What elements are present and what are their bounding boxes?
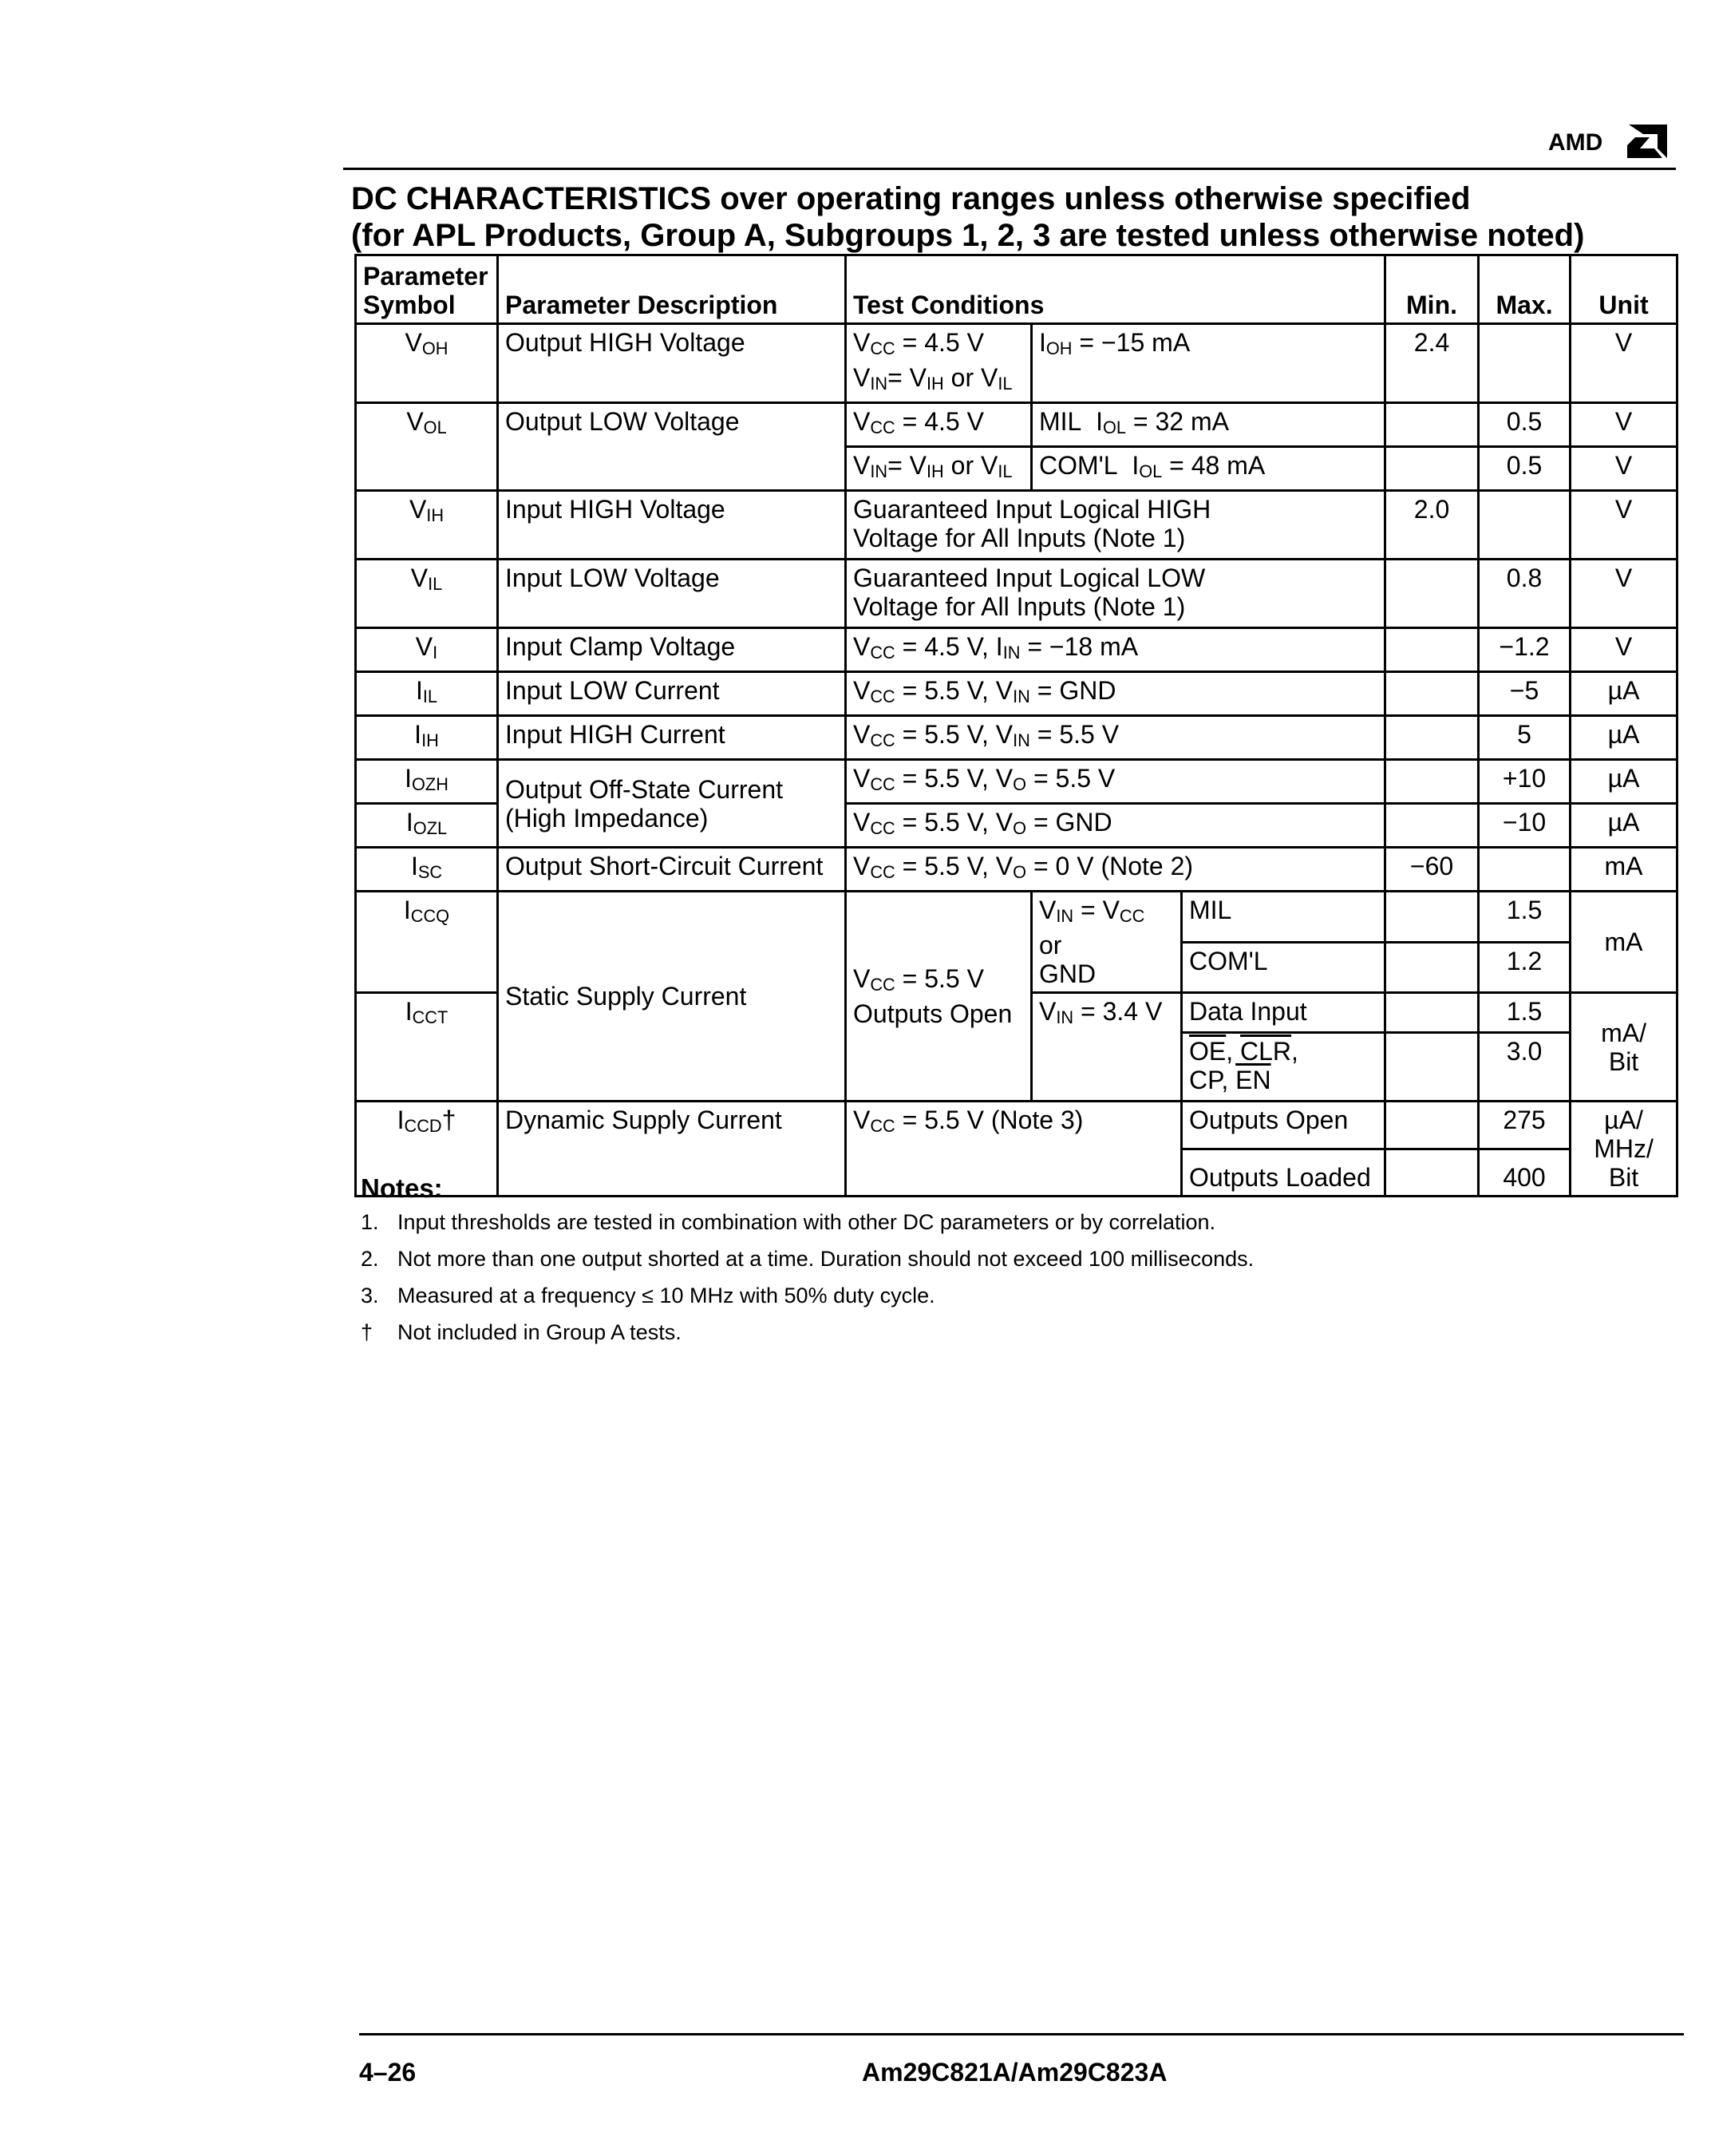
part-number: Am29C821A/Am29C823A	[862, 2058, 1168, 2087]
condition-cell: Guaranteed Input Logical HIGH Voltage for All Inputs (Note 1)	[846, 491, 1385, 560]
condition-cell: $V_{IN} = 3.4$ V	[1032, 993, 1182, 1102]
symbol-cell: $V_{OH}$	[356, 324, 498, 403]
symbol-cell: $V_{IH}$	[356, 491, 498, 560]
note-item: 3. Measured at a frequency ≤ 10 MHz with 50% duty cycle.	[361, 1284, 935, 1307]
top-rule	[343, 168, 1676, 170]
description-cell: Output HIGH Voltage	[498, 324, 846, 403]
dc-characteristics-table	[354, 254, 1678, 1197]
footer-rule	[359, 2033, 1684, 2035]
header-unit: Unit	[1571, 255, 1677, 324]
min-cell	[1385, 760, 1479, 804]
max-cell	[1479, 324, 1571, 403]
symbol-cell: $I_{IH}$	[356, 716, 498, 760]
condition-cell: $V_{IN}= V_{IH}$ or $V_{IL}$	[846, 447, 1032, 491]
amd-logo-icon	[1624, 121, 1672, 161]
unit-cell: mA	[1571, 848, 1677, 892]
description-cell: Output Off-State Current (High Impedance)	[498, 760, 846, 848]
unit-cell: V	[1571, 403, 1677, 447]
min-cell	[1385, 628, 1479, 672]
max-cell: −5	[1479, 672, 1571, 716]
symbol-cell: $I_{CCT}$	[356, 993, 498, 1102]
brand-header	[1516, 121, 1676, 161]
header-max: Max.	[1479, 255, 1571, 324]
symbol-cell: $V_I$	[356, 628, 498, 672]
min-cell	[1385, 942, 1479, 993]
table-row	[356, 628, 1677, 672]
table-row	[356, 848, 1677, 892]
description-cell: Dynamic Supply Current	[498, 1102, 846, 1197]
description-cell: Output Short-Circuit Current	[498, 848, 846, 892]
min-cell: 2.4	[1385, 324, 1479, 403]
description-cell: Input LOW Current	[498, 672, 846, 716]
unit-cell: µA	[1571, 672, 1677, 716]
max-cell	[1479, 848, 1571, 892]
table-row	[356, 491, 1677, 560]
brand-name: AMD	[1548, 129, 1603, 156]
symbol-cell: $I_{CCD}\dagger$	[356, 1102, 498, 1197]
page-title	[351, 180, 1676, 254]
condition-cell: $V_{CC} = 5.5$ V, $V_{IN} = 5.5$ V	[846, 716, 1385, 760]
unit-cell: V	[1571, 447, 1677, 491]
condition-cell: $V_{CC} = 5.5$ V Outputs Open	[846, 892, 1032, 1102]
table-row	[356, 403, 1677, 447]
max-cell: −1.2	[1479, 628, 1571, 672]
max-cell: 1.5	[1479, 892, 1571, 943]
description-cell: Input HIGH Current	[498, 716, 846, 760]
description-cell: Output LOW Voltage	[498, 403, 846, 491]
min-cell	[1385, 716, 1479, 760]
min-cell	[1385, 892, 1479, 943]
condition-cell: COM'L	[1182, 942, 1385, 993]
table-header-row	[356, 255, 1677, 324]
table-row	[356, 560, 1677, 628]
condition-cell: MIL	[1182, 892, 1385, 943]
description-cell: Input LOW Voltage	[498, 560, 846, 628]
max-cell: 275	[1479, 1102, 1571, 1149]
description-cell: Input HIGH Voltage	[498, 491, 846, 560]
min-cell	[1385, 1102, 1479, 1149]
condition-cell: COM'L $I_{OL} = 48$ mA	[1032, 447, 1385, 491]
min-cell	[1385, 447, 1479, 491]
table-row	[356, 892, 1677, 943]
note-item: † Not included in Group A tests.	[361, 1320, 682, 1344]
min-cell	[1385, 672, 1479, 716]
notes-heading: Notes:	[361, 1173, 443, 1203]
title-line-2: (for APL Products, Group A, Subgroups 1, 2, 3 are tested unless otherwise noted)	[351, 218, 1585, 253]
max-cell: 0.8	[1479, 560, 1571, 628]
unit-cell: V	[1571, 628, 1677, 672]
table-row	[356, 716, 1677, 760]
condition-cell: MIL $I_{OL} = 32$ mA	[1032, 403, 1385, 447]
table-row	[356, 760, 1677, 804]
note-item: 1. Input thresholds are tested in combination with other DC parameters or by correlation.	[361, 1210, 1216, 1234]
max-cell: −10	[1479, 804, 1571, 848]
title-line-1: DC CHARACTERISTICS over operating ranges unless otherwise specified	[351, 181, 1471, 216]
condition-cell: $V_{CC} = 4.5$ V, $I_{IN} = -18$ mA	[846, 628, 1385, 672]
condition-cell: $V_{CC} = 5.5$ V, $V_{IN}$ = GND	[846, 672, 1385, 716]
condition-cell: Outputs Loaded	[1182, 1149, 1385, 1197]
symbol-cell: $I_{SC}$	[356, 848, 498, 892]
description-cell: Static Supply Current	[498, 892, 846, 1102]
condition-cell: $V_{CC} = 5.5$ V, $V_O$ = GND	[846, 804, 1385, 848]
max-cell: 1.2	[1479, 942, 1571, 993]
unit-cell: mA/ Bit	[1571, 993, 1677, 1102]
header-min: Min.	[1385, 255, 1479, 324]
condition-cell: $V_{CC} = 5.5$ V (Note 3)	[846, 1102, 1182, 1197]
table-row	[356, 324, 1677, 403]
symbol-cell: $I_{IL}$	[356, 672, 498, 716]
symbol-cell: $V_{IL}$	[356, 560, 498, 628]
max-cell: 3.0	[1479, 1033, 1571, 1102]
min-cell: 2.0	[1385, 491, 1479, 560]
unit-cell: V	[1571, 560, 1677, 628]
max-cell: 400	[1479, 1149, 1571, 1197]
unit-cell: µA	[1571, 716, 1677, 760]
unit-cell: mA	[1571, 892, 1677, 993]
min-cell	[1385, 1149, 1479, 1197]
min-cell	[1385, 993, 1479, 1033]
max-cell	[1479, 491, 1571, 560]
condition-cell: $\overline{OE}$, $\overline{CLR}$, CP, $\overline{EN}$	[1182, 1033, 1385, 1102]
max-cell: 0.5	[1479, 447, 1571, 491]
max-cell: +10	[1479, 760, 1571, 804]
min-cell	[1385, 403, 1479, 447]
page-number: 4–26	[359, 2058, 417, 2087]
max-cell: 5	[1479, 716, 1571, 760]
condition-cell: $V_{CC} = 4.5$ V	[846, 403, 1032, 447]
condition-cell: Outputs Open	[1182, 1102, 1385, 1149]
symbol-cell: $V_{OL}$	[356, 403, 498, 491]
max-cell: 0.5	[1479, 403, 1571, 447]
min-cell	[1385, 1033, 1479, 1102]
unit-cell: V	[1571, 491, 1677, 560]
header-conditions: Test Conditions	[846, 255, 1385, 324]
symbol-cell: $I_{OZH}$	[356, 760, 498, 804]
description-cell: Input Clamp Voltage	[498, 628, 846, 672]
max-cell: 1.5	[1479, 993, 1571, 1033]
condition-cell: Data Input	[1182, 993, 1385, 1033]
header-symbol: Parameter Symbol	[356, 255, 498, 324]
min-cell: −60	[1385, 848, 1479, 892]
condition-cell: Guaranteed Input Logical LOW Voltage for All Inputs (Note 1)	[846, 560, 1385, 628]
unit-cell: V	[1571, 324, 1677, 403]
table-row	[356, 672, 1677, 716]
unit-cell: µA	[1571, 804, 1677, 848]
condition-cell: $V_{CC} = 4.5$ V $V_{IN}= V_{IH}$ or $V_{IL}$	[846, 324, 1032, 403]
header-description: Parameter Description	[498, 255, 846, 324]
unit-cell: µA	[1571, 760, 1677, 804]
symbol-cell: $I_{OZL}$	[356, 804, 498, 848]
min-cell	[1385, 804, 1479, 848]
unit-cell: µA/ MHz/ Bit	[1571, 1102, 1677, 1197]
note-item: 2. Not more than one output shorted at a time. Duration should not exceed 100 milliseconds.	[361, 1247, 1255, 1271]
min-cell	[1385, 560, 1479, 628]
condition-cell: $V_{CC} = 5.5$ V, $V_O = 0$ V (Note 2)	[846, 848, 1385, 892]
symbol-cell: $I_{CCQ}$	[356, 892, 498, 993]
table-row	[356, 1102, 1677, 1149]
condition-cell: $V_{CC} = 5.5$ V, $V_O = 5.5$ V	[846, 760, 1385, 804]
condition-cell: $V_{IN} = V_{CC}$ or GND	[1032, 892, 1182, 993]
condition-cell: $I_{OH} = -15$ mA	[1032, 324, 1385, 403]
